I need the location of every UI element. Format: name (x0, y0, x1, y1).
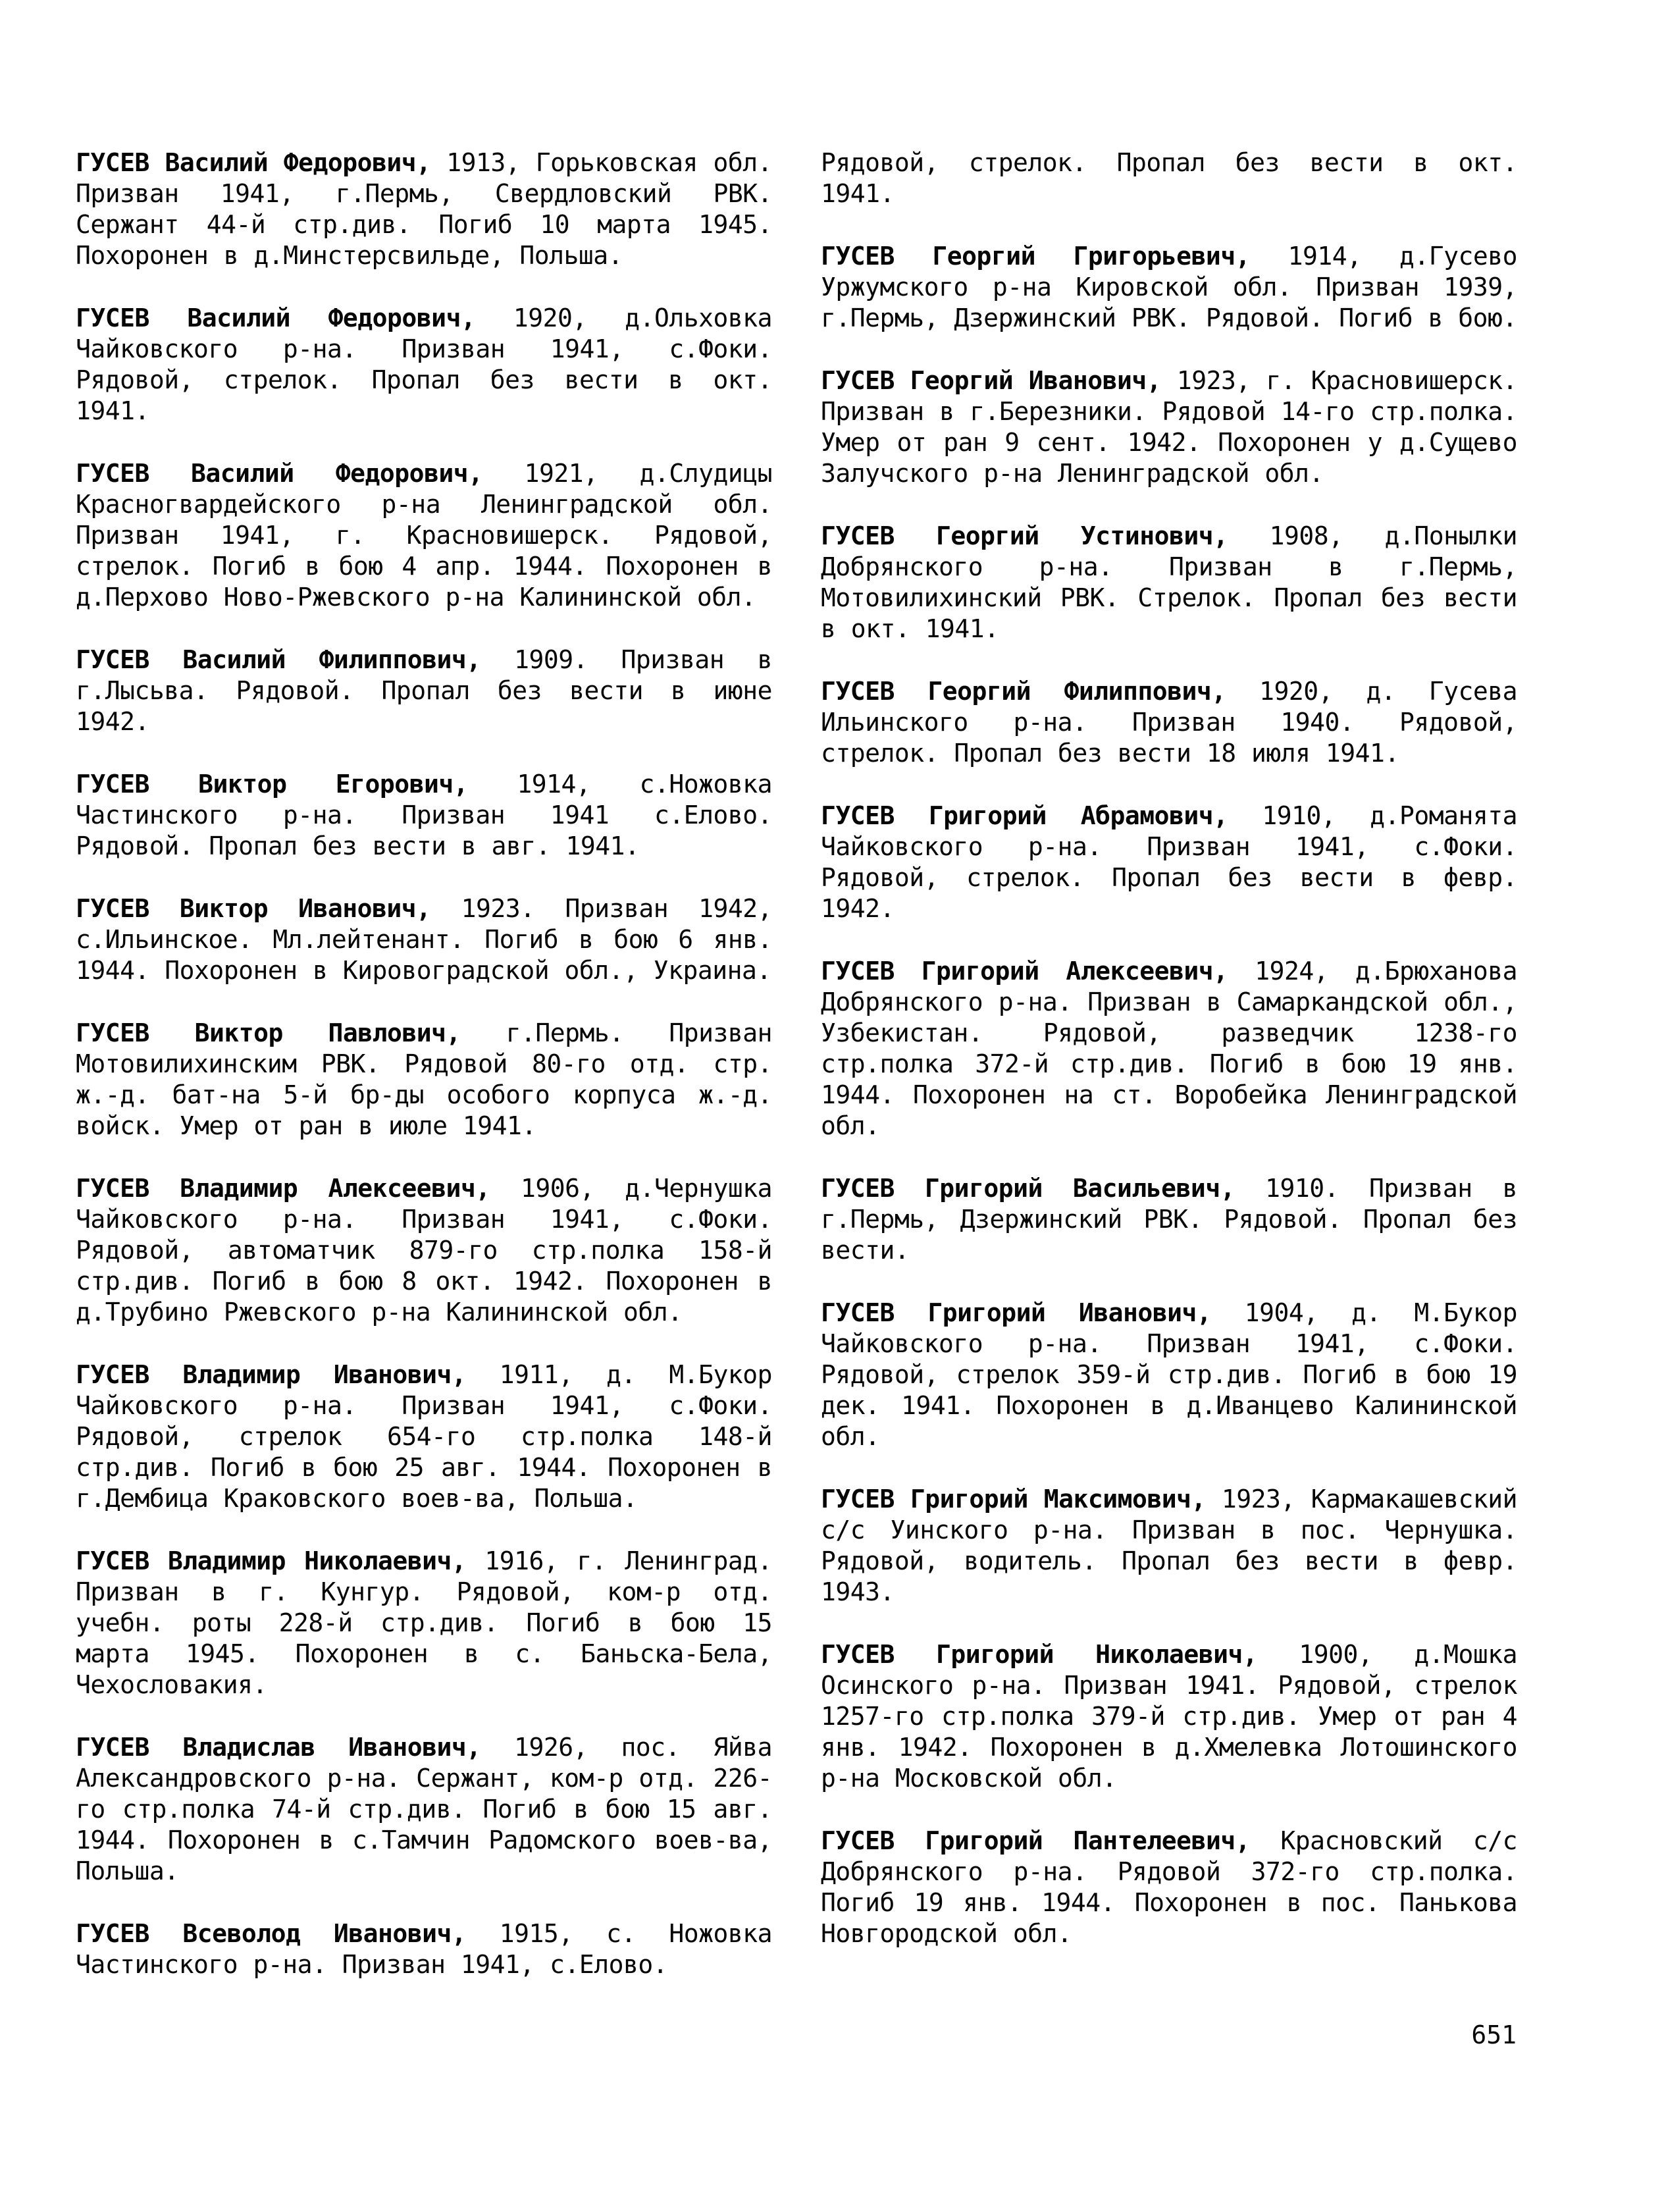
entry-person-name: ГУСЕВ Владислав Иванович, (76, 1733, 515, 1762)
entry-person-name: ГУСЕВ Георгий Филиппович, (821, 677, 1260, 706)
memorial-entry-continuation: Рядовой, стрелок. Пропал без вести в окт. 1941. (821, 148, 1517, 208)
memorial-entry: ГУСЕВ Григорий Абрамович, 1910, д.Романята Чайковского р-на. Призван 1941, с.Фоки. Рядовой, стрелок. Пропал без вести в февр. 1942. (821, 801, 1517, 923)
memorial-entry: ГУСЕВ Василий Филиппович, 1909. Призван в г.Лысьва. Рядовой. Пропал без вести в июне 1942. (76, 645, 773, 736)
entry-person-name: ГУСЕВ Григорий Алексеевич, (821, 957, 1255, 986)
entry-person-name: ГУСЕВ Григорий Иванович, (821, 1298, 1245, 1327)
entry-person-name: ГУСЕВ Григорий Васильевич, (821, 1174, 1266, 1203)
memorial-entry: ГУСЕВ Григорий Алексеевич, 1924, д.Брюханова Добрянского р-на. Призван в Самаркандской обл., Узбекистан. Рядовой, разведчик 1238-го стр.полка 372-й стр.див. Погиб в бою 19 янв. 1944. Похоронен на ст. Воробейка Ленинградской обл. (821, 957, 1517, 1140)
memorial-entry: ГУСЕВ Василий Федорович, 1913, Горьковская обл. Призван 1941, г.Пермь, Свердловский РВК. Сержант 44-й стр.див. Погиб 10 марта 1945. Похоронен в д.Минстерсвильде, Польша. (76, 148, 772, 270)
memorial-entry: ГУСЕВ Григорий Николаевич, 1900, д.Мошка Осинского р-на. Призван 1941. Рядовой, стрелок 1257-го стр.полка 379-й стр.див. Умер от ран 4 янв. 1942. Похоронен в д.Хмелевка Лотошинского р-на Московской обл. (821, 1640, 1517, 1793)
memorial-entry: ГУСЕВ Владимир Иванович, 1911, д. М.Букор Чайковского р-на. Призван 1941, с.Фоки. Рядовой, стрелок 654-го стр.полка 148-й стр.див. Погиб в бою 25 авг. 1944. Похоронен в г.Дембица Краковского воев-ва, Польша. (76, 1360, 772, 1513)
entry-person-name: ГУСЕВ Григорий Николаевич, (821, 1640, 1299, 1669)
memorial-entry: ГУСЕВ Владимир Алексеевич, 1906, д.Чернушка Чайковского р-на. Призван 1941, с.Фоки. Рядовой, автоматчик 879-го стр.полка 158-й стр.див. Погиб в бою 8 окт. 1942. Похоронен в д.Трубино Ржевского р-на Калининской обл. (76, 1174, 772, 1327)
memorial-entry: ГУСЕВ Георгий Иванович, 1923, г. Красновишерск. Призван в г.Березники. Рядовой 14-го стр.полка. Умер от ран 9 сент. 1942. Похоронен у д.Сущево Залучского р-на Ленинградской обл. (821, 366, 1517, 488)
entry-person-name: ГУСЕВ Всеволод Иванович, (76, 1919, 500, 1948)
entry-person-name: ГУСЕВ Василий Филиппович, (76, 645, 515, 674)
memorial-entry: ГУСЕВ Всеволод Иванович, 1915, с. Ножовка Частинского р-на. Призван 1941, с.Елово. (76, 1919, 772, 1979)
entry-person-name: ГУСЕВ Виктор Павлович, (76, 1018, 506, 1047)
entry-person-name: ГУСЕВ Василий Федорович, (76, 148, 447, 177)
memorial-entry: ГУСЕВ Виктор Егорович, 1914, с.Ножовка Частинского р-на. Призван 1941 с.Елово. Рядовой. Пропал без вести в авг. 1941. (76, 770, 772, 860)
right-column (821, 147, 1517, 1981)
entry-person-name: ГУСЕВ Владимир Иванович, (76, 1360, 500, 1389)
memorial-entry: ГУСЕВ Григорий Максимович, 1923, Кармакашевский с/с Уинского р-на. Призван в пос. Чернушка. Рядовой, водитель. Пропал без вести в февр. 1943. (821, 1485, 1517, 1606)
entry-person-name: ГУСЕВ Георгий Иванович, (821, 366, 1177, 395)
entry-person-name: ГУСЕВ Владимир Алексеевич, (76, 1174, 521, 1203)
left-column (76, 147, 772, 2012)
entry-person-name: ГУСЕВ Григорий Пантелеевич, (821, 1826, 1281, 1855)
page-number: 651 (1471, 2020, 1517, 2049)
entry-person-name: ГУСЕВ Григорий Максимович, (821, 1485, 1222, 1514)
memorial-entry: ГУСЕВ Виктор Иванович, 1923. Призван 1942, с.Ильинское. Мл.лейтенант. Погиб в бою 6 янв. 1944. Похоронен в Кировоградской обл., Украина. (76, 894, 772, 985)
entry-person-name: ГУСЕВ Виктор Егорович, (76, 770, 517, 799)
memorial-entry: ГУСЕВ Георгий Григорьевич, 1914, д.Гусево Уржумского р-на Кировской обл. Призван 1939, г.Пермь, Дзержинский РВК. Рядовой. Погиб в бою. (821, 242, 1517, 332)
memorial-entry: ГУСЕВ Василий Федорович, 1920, д.Ольховка Чайковского р-на. Призван 1941, с.Фоки. Рядовой, стрелок. Пропал без вести в окт. 1941. (76, 303, 772, 425)
memorial-entry: ГУСЕВ Григорий Пантелеевич, Красновский с/с Добрянского р-на. Рядовой 372-го стр.полка. Погиб 19 янв. 1944. Похоронен в пос. Панькова Новгородской обл. (821, 1826, 1517, 1948)
memorial-entry: ГУСЕВ Григорий Васильевич, 1910. Призван в г.Пермь, Дзержинский РВК. Рядовой. Пропал без вести. (821, 1174, 1517, 1265)
entry-person-name: ГУСЕВ Василий Федорович, (76, 303, 513, 332)
entry-person-name: ГУСЕВ Владимир Николаевич, (76, 1546, 485, 1575)
entry-person-name: ГУСЕВ Георгий Устинович, (821, 521, 1270, 550)
memorial-entry: ГУСЕВ Виктор Павлович, г.Пермь. Призван Мотовилихинским РВК. Рядовой 80-го отд. стр. ж.-д. бат-на 5-й бр-ды особого корпуса ж.-д. войск. Умер от ран в июле 1941. (76, 1018, 772, 1140)
entry-person-name: ГУСЕВ Виктор Иванович, (76, 894, 461, 923)
entry-person-name: ГУСЕВ Григорий Абрамович, (821, 801, 1262, 830)
memorial-entry: ГУСЕВ Владимир Николаевич, 1916, г. Ленинград. Призван в г. Кунгур. Рядовой, ком-р отд. учебн. роты 228-й стр.див. Погиб в бою 15 марта 1945. Похоронен в с. Баньска-Бела, Чехословакия. (76, 1546, 772, 1699)
memorial-entry: ГУСЕВ Георгий Филиппович, 1920, д. Гусева Ильинского р-на. Призван 1940. Рядовой, стрелок. Пропал без вести 18 июля 1941. (821, 677, 1518, 768)
entry-person-name: ГУСЕВ Василий Федорович, (76, 459, 525, 488)
memorial-entry: ГУСЕВ Владислав Иванович, 1926, пос. Яйва Александровского р-на. Сержант, ком-р отд. 226-го стр.полка 74-й стр.див. Погиб в бою 15 авг. 1944. Похоронен в с.Тамчин Радомского воев-ва, Польша. (76, 1733, 773, 1885)
memorial-entry: ГУСЕВ Василий Федорович, 1921, д.Слудицы Красногвардейского р-на Ленинградской обл. Призван 1941, г. Красновишерск. Рядовой, стрелок. Погиб в бою 4 апр. 1944. Похоронен в д.Перхово Ново-Ржевского р-на Калининской обл. (76, 459, 772, 612)
memorial-entry: ГУСЕВ Георгий Устинович, 1908, д.Понылки Добрянского р-на. Призван в г.Пермь, Мотовилихинский РВК. Стрелок. Пропал без вести в окт. 1941. (821, 521, 1517, 643)
entry-person-name: ГУСЕВ Георгий Григорьевич, (821, 242, 1288, 271)
memorial-entry: ГУСЕВ Григорий Иванович, 1904, д. М.Букор Чайковского р-на. Призван 1941, с.Фоки. Рядовой, стрелок 359-й стр.див. Погиб в бою 19 дек. 1941. Похоронен в д.Иванцево Калининской обл. (821, 1298, 1517, 1451)
